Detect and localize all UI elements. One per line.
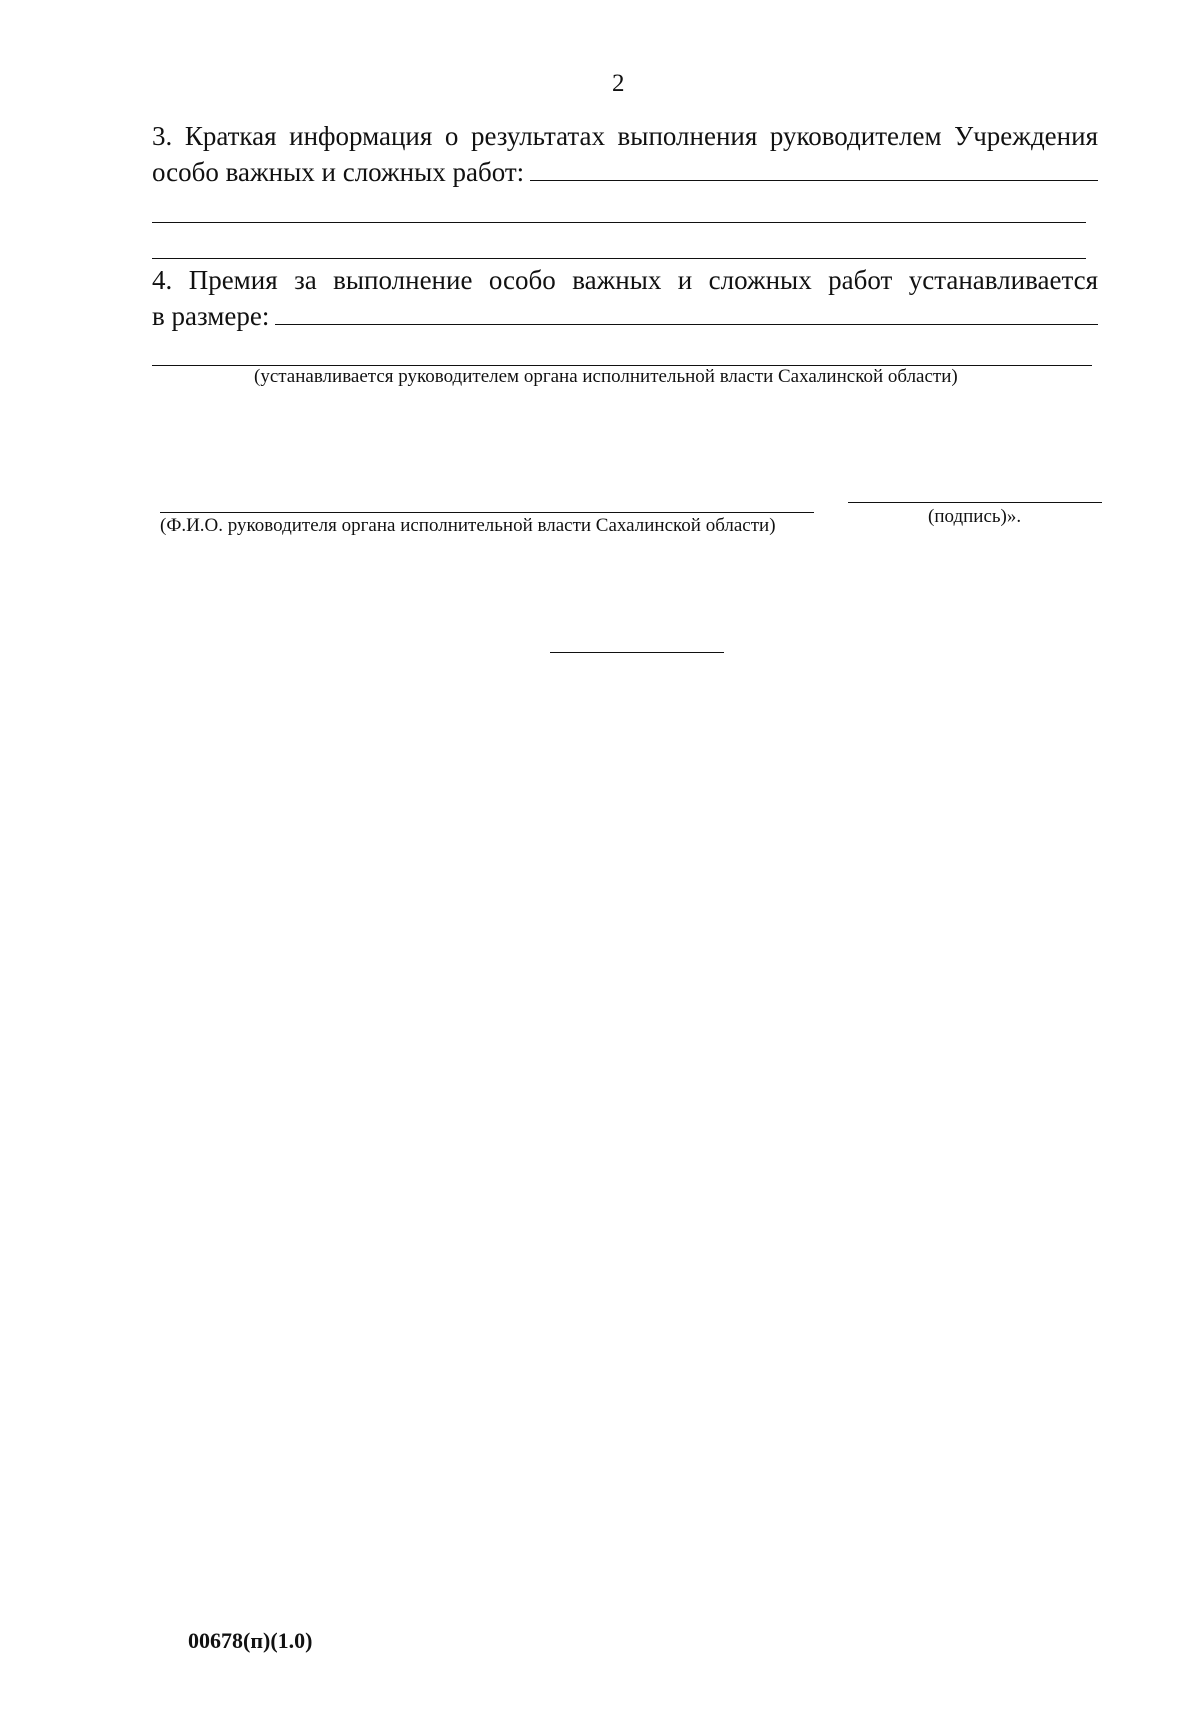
section-3-line-2 bbox=[152, 154, 1098, 190]
document-code: 00678(п)(1.0) bbox=[188, 1628, 313, 1653]
section-4-line-1: 4. Премия за выполнение особо важных и сложных работ устанавливается bbox=[152, 265, 1098, 295]
section-4-note: (устанавливается руководителем органа исполнительной власти Сахалинской области) bbox=[254, 366, 958, 387]
sign-caption: (подпись)». bbox=[928, 506, 1022, 527]
section-4-line-2 bbox=[152, 298, 1098, 334]
section-3-line-1: 3. Краткая информация о результатах выполнения руководителем Учреждения bbox=[152, 121, 1098, 151]
section-3-blank-line-3 bbox=[152, 258, 1086, 259]
name-caption: (Ф.И.О. руководителя органа исполнительной власти Сахалинской области) bbox=[160, 515, 776, 536]
section-3 bbox=[152, 118, 1098, 190]
name-signature-line bbox=[160, 512, 814, 513]
section-4-line-2-text: в размере: bbox=[152, 301, 270, 331]
section-3-blank-line-2 bbox=[152, 222, 1086, 223]
section-4 bbox=[152, 262, 1098, 334]
page-number: 2 bbox=[612, 70, 625, 97]
section-4-answer-line bbox=[275, 304, 1098, 325]
sign-signature-line bbox=[848, 502, 1102, 503]
section-3-line-2-text: особо важных и сложных работ: bbox=[152, 157, 525, 187]
end-separator-line bbox=[550, 652, 724, 653]
section-3-answer-line bbox=[530, 160, 1098, 181]
